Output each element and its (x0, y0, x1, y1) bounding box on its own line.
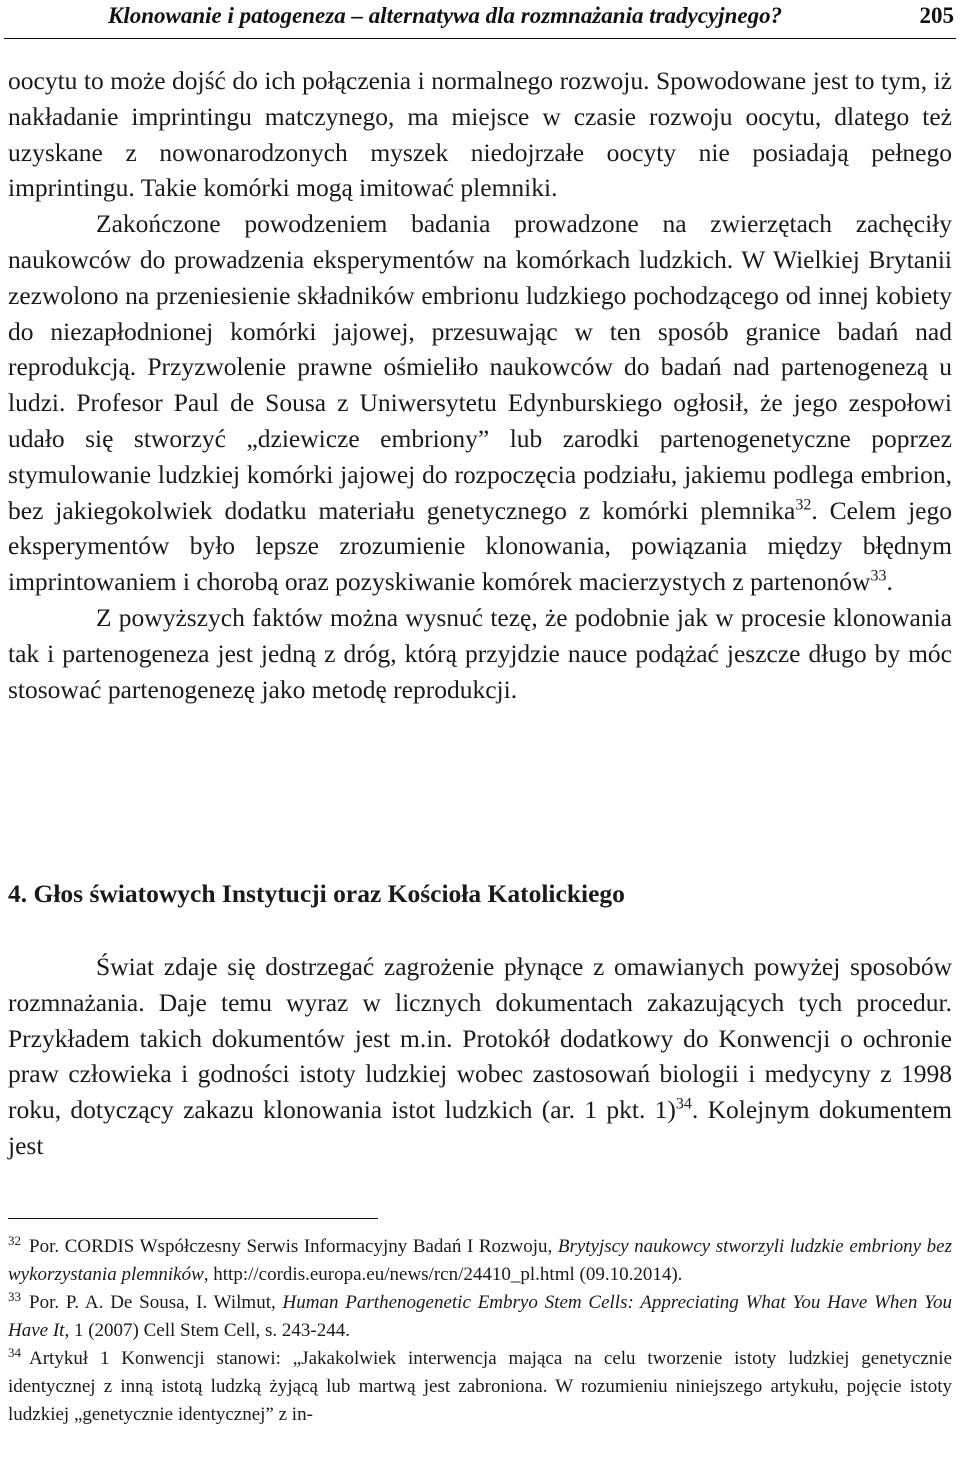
footnote-mark-32: 32 (8, 1232, 21, 1248)
paragraph-4-text-a: Świat zdaje się dostrzegać zagrożenie płynące z omawianych powyżej sposobów rozmnażania. Daje temu wyraz w licznych dokumentach zakazujących tych procedur. Przykładem takich dokumentów jest m.in. Protokół dodatkowy do Konwencji o ochronie praw człowieka i godności istoty ludzkiej wobec zastosowań biologii i medycyny z 1998 roku, dotyczący zakazu klonowania istot ludzkich (ar. 1 pkt. 1) (8, 952, 952, 1125)
footnote-33-post: , 1 (2007) Cell Stem Cell, s. 243-244. (64, 1320, 350, 1341)
body-text (8, 63, 952, 707)
paragraph-2 (8, 206, 952, 600)
footnotes (8, 1233, 952, 1429)
footnote-ref-34[interactable]: 34 (675, 1095, 692, 1113)
paragraph-2-text-a: Zakończone powodzeniem badania prowadzone na zwierzętach zachęciły naukowców do prowadzenia eksperymentów na komórkach ludzkich. W Wielkiej Brytanii zezwolono na przeniesienie składników embrionu ludzkiego pochodzącego od innej kobiety do niezapłodnionej komórki jajowej, przesuwając w ten sposób granice badań nad reprodukcją. Przyzwolenie prawne ośmieliło naukowców do badań nad partenogenezą u ludzi. Profesor Paul de Sousa z Uniwersytetu Edynburskiego ogłosił, że jego zespołowi udało się stworzyć „dziewicze embriony” lub zarodki partenogenetyczne poprzez stymulowanie ludzkiej komórki jajowej do rozpoczęcia podziału, jakiemu podlega embrion, bez jakiegokolwiek dodatku materiału genetycznego z komórki plemnika (8, 209, 952, 525)
running-header (0, 0, 954, 40)
paragraph-2-text-c: . (886, 567, 893, 597)
footnote-32-pre: Por. CORDIS Współczesny Serwis Informacyjny Badań I Rozwoju, (29, 1236, 558, 1257)
footnote-33-title: Human Parthenogenetic Embryo Stem Cells: Appreciating What You Have When You Have It (8, 1292, 952, 1341)
footnote-rule (8, 1218, 378, 1219)
footnote-32 (8, 1233, 952, 1289)
footnote-33-pre: Por. P. A. De Sousa, I. Wilmut, (29, 1292, 283, 1313)
footnote-32-post[interactable]: , http://cordis.europa.eu/news/rcn/24410_pl.html (09.10.2014). (203, 1264, 683, 1285)
header-rule (4, 38, 956, 39)
section-heading: 4. Głos światowych Instytucji oraz Kościoła Katolickiego (8, 879, 625, 908)
section-body (8, 949, 952, 1164)
footnote-mark-33: 33 (8, 1288, 21, 1304)
running-title: Klonowanie i patogeneza – alternatywa dla rozmnażania tradycyjnego? (108, 3, 783, 28)
footnote-34-pre: Artykuł 1 Konwencji stanowi: „Jakakolwiek interwencja mająca na celu tworzenie istoty ludzkiej genetycznie identycznej z inną istotą ludzką żyjącą lub martwą jest zabroniona. W rozumieniu niniejszego artykułu, pojęcie istoty ludzkiej „genetycznie identycznej” z in- (8, 1348, 952, 1425)
page-number: 205 (919, 3, 954, 28)
paragraph-2-text-b: . Celem jego eksperymentów było lepsze zrozumienie klonowania, powiązania między błędnym imprintowaniem i chorobą oraz pozyskiwanie komórek macierzystych z partenonów (8, 495, 953, 597)
paragraph-3-text: Z powyższych faktów można wysnuć tezę, że podobnie jak w procesie klonowania tak i partenogeneza jest jedną z dróg, którą przyjdzie nauce podążać jeszcze długo by móc stosować partenogenezę jako metodę reprodukcji. (8, 602, 952, 704)
paragraph-4 (8, 949, 952, 1164)
footnote-ref-33[interactable]: 33 (870, 567, 887, 585)
footnote-33 (8, 1289, 952, 1345)
paragraph-4-text-b: . Kolejnym dokumentem jest (8, 1095, 952, 1160)
footnote-34 (8, 1345, 952, 1429)
footnote-32-title: Brytyjscy naukowcy stworzyli ludzkie embriony bez wykorzystania plemników (8, 1236, 952, 1285)
footnote-mark-34: 34 (8, 1344, 21, 1360)
paragraph-1-text: oocytu to może dojść do ich połączenia i normalnego rozwoju. Spowodowane jest to tym, iż nakładanie imprintingu matczynego, ma miejsce w czasie rozwoju oocytu, dlatego też uzyskane z nowonarodzonych myszek niedojrzałe oocyty nie posiadają pełnego imprintingu. Takie komórki mogą imitować plemniki. (8, 66, 952, 203)
footnote-ref-32[interactable]: 32 (795, 496, 812, 514)
paragraph-3 (8, 600, 952, 707)
paragraph-1 (8, 63, 952, 206)
